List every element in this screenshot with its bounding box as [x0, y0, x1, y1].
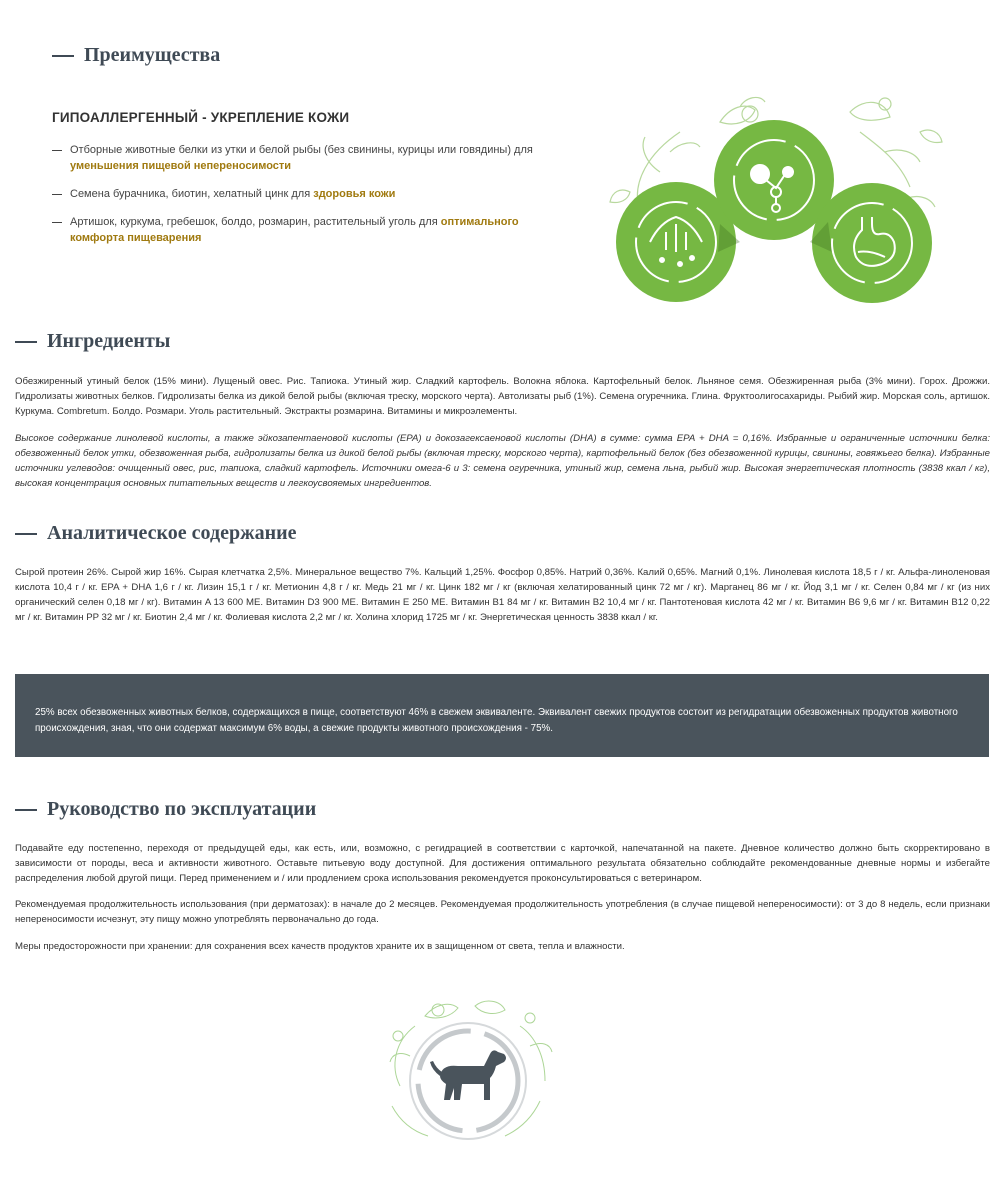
section-title-text: Руководство по эксплуатации [47, 798, 317, 820]
section-title-advantages [52, 44, 220, 67]
list-item [52, 186, 542, 202]
manual-duration-text: Рекомендуемая продолжительность использования (при дерматозах): в начале до 2 месяцев. Рекомендуемая продолжительность употребления (в случае пищевой непереносимости): от 3 до 8 недель, если признаки непереносимости исчезнут, эту пищу можно употреблять первоначально до года. [15, 899, 990, 925]
title-dash [15, 533, 37, 535]
advantages-subtitle: ГИПОАЛЛЕРГЕННЫЙ - УКРЕПЛЕНИЕ КОЖИ [52, 110, 350, 125]
ingredients-text: Обезжиренный утиный белок (15% мини). Лущеный овес. Рис. Тапиока. Утиный жир. Сладкий картофель. Волокна яблока. Картофельный белок. Льняное семя. Обезжиренная рыба (3% мини). Горох. Дрожжи. Гидролизаты животных белков. Гидролизаты белка из дикой белой рыбы (включая треску, морского черта). Автолизаты рыб (1%). Семена огуречника. Глина. Фруктоолигосахариды. Рыбий жир. Морская соль, артишок. Куркума. Combretum. Болдо. Розмари. Уголь растительный. Экстракты розмарина. Витамины и микроэлементы. [15, 376, 990, 417]
info-banner [15, 674, 989, 757]
benefits-illustration [600, 92, 950, 312]
section-title-text: Аналитическое содержание [47, 522, 297, 544]
list-item [52, 142, 542, 174]
section-title-ingredients [15, 330, 170, 353]
item-text: Отборные животные белки из утки и белой рыбы (без свинины, курицы или говядины) для [70, 144, 533, 156]
section-title-manual [15, 798, 316, 821]
analysis-text: Сырой протеин 26%. Сырой жир 16%. Сырая клетчатка 2,5%. Минеральное вещество 7%. Кальций 1,25%. Фосфор 0,85%. Натрий 0,36%. Калий 0,65%. Магний 0,1%. Линолевая кислота 18,5 г / кг. Альфа-линоленовая кислота 10,4 г / кг. EPA + DHA 1,6 г / кг. Лизин 15,1 г / кг. Метионин 4,8 г / кг. Медь 21 мг / кг. Цинк 182 мг / кг (включая хелатированный цинк 72 мг / кг). Марганец 86 мг / кг. Йод 3,1 мг / кг. Селен 0,84 мг / кг (из них органический селен 0,18 мг / кг). Витамин A 13 600 МЕ. Витамин D3 900 МЕ. Витамин E 250 МЕ. Витамин B1 84 мг / кг. Витамин B2 10,4 мг / кг. Пантотеновая кислота 42 мг / кг. Витамин B6 9,6 мг / кг. Витамин B12 0,22 мг / кг. Витамин PP 32 мг / кг. Биотин 2,4 мг / кг. Фолиевая кислота 2,2 мг / кг. Холина хлорид 1725 мг / кг. Энергетическая ценность 3838 ккал / кг. [15, 567, 990, 623]
banner-text: 25% всех обезвоженных животных белков, содержащихся в пище, соответствуют 46% в свежем эквиваленте. Эквивалент свежих продуктов состоит из регидратации обезвоженных продуктов животного происхождения, зная, что они содержат максимум 6% воды, а свежие продукты животного происхождения - 75%. [35, 707, 958, 734]
ingredients-note: Высокое содержание линолевой кислоты, а также эйкозапентаеновой кислоты (EPA) и докозагексаеновой кислоты (DHA) в сумме: сумма EPA + DHA = 0,16%. Избранные и ограниченные источники белка: обезвоженный белок утки, обезвоженная рыба, гидролизаты белка из дикой белой рыбы (включая треску, морского черта), картофельный белок (без обезвоженной курицы, свинины, говяжьего белка). Избранные источники углеводов: очищенный овес, рис, тапиока, сладкий картофель. Источники омега-6 и 3: семена огуречника, утиный жир, семена льна, рыбий жир. Высокая энергетическая плотность (3838 ккал / кг), высокая концентрация основных питательных веществ и легкоусвояемых ингредиентов. [15, 433, 990, 489]
dog-illustration [380, 996, 555, 1146]
item-highlight: здоровья кожи [313, 188, 396, 200]
title-dash [15, 809, 37, 811]
item-text: Артишок, куркума, гребешок, болдо, розмарин, растительный уголь для [70, 216, 441, 228]
manual-storage-text: Меры предосторожности при хранении: для сохранения всех качеств продуктов храните их в защищенном от света, тепла и влажности. [15, 941, 625, 952]
title-dash [52, 55, 74, 57]
list-item [52, 214, 542, 246]
manual-feeding-text: Подавайте еду постепенно, переходя от предыдущей еды, как есть, или, возможно, с регидрацией в соответствии с карточкой, напечатанной на пакете. Дневное количество должно быть скорректировано в зависимости от породы, веса и активности животного. Оставьте питьевую воду доступной. Для достижения оптимального результата обязательно соблюдайте рекомендованные дневные нормы и избегайте распределения любой другой пищи. Перед применением и / или продлением срока использования рекомендуется проконсультироваться с ветеринаром. [15, 843, 990, 884]
item-text: Семена бурачника, биотин, хелатный цинк для [70, 188, 314, 200]
section-title-analysis [15, 522, 297, 545]
section-title-text: Ингредиенты [47, 330, 171, 352]
title-dash [15, 341, 37, 343]
advantages-list [52, 142, 542, 258]
item-highlight: оптимального комфорта пищеварения [70, 216, 519, 244]
section-title-text: Преимущества [84, 44, 221, 66]
item-highlight: уменьшения пищевой непереносимости [70, 160, 292, 172]
